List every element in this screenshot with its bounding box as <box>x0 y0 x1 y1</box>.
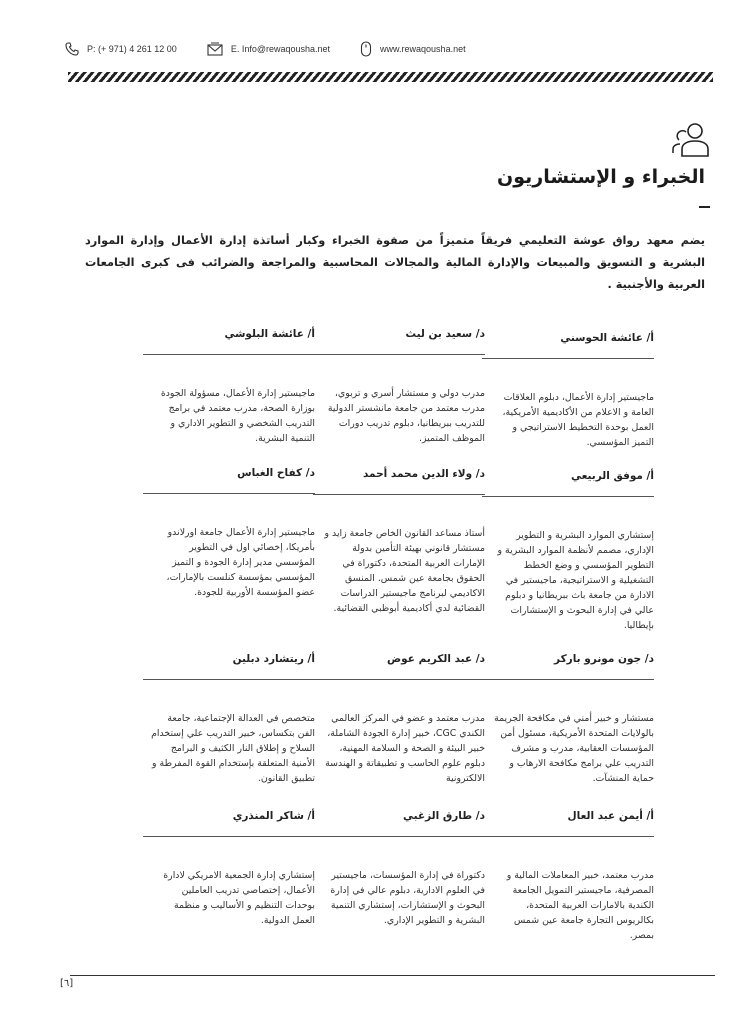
expert-name: د/ كفاح الغباس <box>237 467 315 479</box>
expert-divider <box>313 679 485 680</box>
expert-divider <box>313 354 485 355</box>
intro-paragraph: يضم معهد رواق عوشة التعليمي فريقاً متميزاً من صفوة الخبراء وكبار أساتذة إدارة الأعمال وإدارة الموارد البشرية و التسويق والمبيعات والإدارة المالية والمجالات المحاسبية والمراجعة والضرائب فى كبرى الجامعات العربية والأجنبية . <box>85 234 705 291</box>
expert-name: د/ جون مونرو باركر <box>554 653 654 665</box>
expert-bio: ماجيستير إدارة الأعمال جامعة اورلاندو بأمريكا، إخصائي اول في التطوير المؤسسي مدير إدارة الجودة و التميز المؤسسي بمؤسسة كنلست بالإمارات، عضو المؤسسة الأوربية للجودة. <box>166 527 315 598</box>
website-contact <box>360 41 466 57</box>
expert-bio: مدرب دولي و مستشار أسري و تربوي، مدرب معتمد من جامعة مانشستر الدولية للتدريب ببريطانيا، دبلوم تدريب دورات الموظف المتميز. <box>327 388 485 444</box>
expert-name: أ/ موفق الربيعي <box>570 470 654 482</box>
expert-bio: ماجيستير إدارة الأعمال، مسؤولة الجودة بوزارة الصحة، مدرب معتمد في برامج التدريب الشخصي و التطوير الاداري و التنمية البشرية. <box>160 388 315 444</box>
mouse-icon <box>360 41 372 57</box>
expert-name: أ/ ريتشارد دبلين <box>232 653 315 665</box>
expert-divider <box>313 494 485 495</box>
page-number: [٦] <box>60 978 74 989</box>
expert-name: أ/ شاكر المنذري <box>232 810 315 822</box>
expert-bio: مستشار و خبير أمني في مكافحة الجريمة بالولايات المتحدة الأمريكية، مسئول أمن المؤسسات العقابية، مدرب و مشرف التدريب علي برامج مكافحة الارهاب و حماية المنشآت. <box>494 713 654 784</box>
contact-header <box>65 36 705 62</box>
phone-icon <box>65 42 79 56</box>
email-text: E. Info@rewaqousha.net <box>230 44 331 54</box>
title-underline <box>699 206 710 208</box>
header-stripe-divider <box>68 72 713 82</box>
expert-divider <box>482 679 654 680</box>
expert-name: د/ طارق الزغبي <box>403 810 485 822</box>
expert-bio: إستشاري الموارد البشرية و التطوير الإداري، مصمم لأنظمة الموارد البشرية و التطوير المؤسسي و وضع الخطط التشغيلية و الاستراتيجية، ماجيستير في الادارة من جامعة باث ببريطانيا و دبلوم عالي في إدارة البحوث و الإستشارات بإيطاليا. <box>497 530 654 631</box>
expert-divider <box>143 679 315 680</box>
expert-name: د/ ولاء الدين محمد أحمد <box>362 468 485 480</box>
expert-bio: أستاذ مساعد القانون الخاص جامعة زايد و مستشار قانوني بهيئة التأمين بدولة الإمارات العربية المتحدة، دكتوراة في الحقوق بجامعة عين شمس. المنسق الاكاديمي لبرنامج ماجيستير الدراسات القضائية لدي أكاديمية أبوظبي القضائية. <box>324 528 485 614</box>
expert-divider <box>143 836 315 837</box>
expert-name: أ/ عائشة الحوسني <box>560 332 654 344</box>
expert-bio: إستشاري إدارة الجمعية الامريكي لادارة الأعمال، إختصاصي تدريب العاملين بوحدات التنظيم و الأساليب و منظمة العمل الدولية. <box>163 870 315 926</box>
page-title: الخبراء و الإستشاريون <box>497 166 705 188</box>
experts-group-icon <box>670 120 712 160</box>
expert-divider <box>482 836 654 837</box>
expert-name: د/ عبد الكريم عوض <box>387 653 485 665</box>
expert-bio: متخصص في العدالة الإجتماعية، جامعة الفن بتكساس، خبير التدريب علي إستخدام السلاح و إطلاق النار الكثيف و البرامج الأمنية المتعلقة بإستخدام القوة المفرطة و تطبيق القانون. <box>151 713 315 784</box>
expert-divider <box>143 493 315 494</box>
phone-contact <box>65 42 177 56</box>
expert-bio: ماجيستير إدارة الأعمال، دبلوم العلاقات العامة و الاعلام من الأكاديمية الأمريكية، العمل بوحدة التخطيط الاستراتيجي و التميز المؤسسي. <box>502 392 654 448</box>
expert-bio: دكتوراة في إدارة المؤسسات، ماجيستير في العلوم الادارية، دبلوم عالي في إدارة البحوث و الإستشارات، إستشاري التنمية البشرية و التطوير الإداري. <box>330 870 485 926</box>
expert-divider <box>482 358 654 359</box>
expert-name: أ/ عائشة البلوشي <box>224 328 315 340</box>
email-icon <box>207 42 223 56</box>
expert-divider <box>313 836 485 837</box>
website-text: www.rewaqousha.net <box>380 44 466 54</box>
expert-divider <box>143 354 315 355</box>
phone-text: P: (+ 971) 4 261 12 00 <box>87 44 177 54</box>
expert-divider <box>482 496 654 497</box>
footer-divider <box>70 975 715 976</box>
email-contact <box>207 42 330 56</box>
expert-name: أ/ أيمن عبد العال <box>567 810 654 822</box>
expert-bio: مدرب معتمد، خبير المعاملات المالية و المصرفية، ماجيستير التمويل الجامعة الكندية بالامارات العربية المتحدة، بكالريوس التجارة جامعة عين شمس بمصر. <box>506 870 654 941</box>
expert-name: د/ سعيد بن ليث <box>405 328 485 340</box>
expert-bio: مدرب معتمد و عضو في المركز العالمي الكندي CGC، خبير إدارة الجودة الشاملة، خبير البيئة و الصحة و السلامة المهنية، دبلوم علوم الحاسب و تطبيقاتة و الهندسة الالكترونية <box>325 713 485 784</box>
